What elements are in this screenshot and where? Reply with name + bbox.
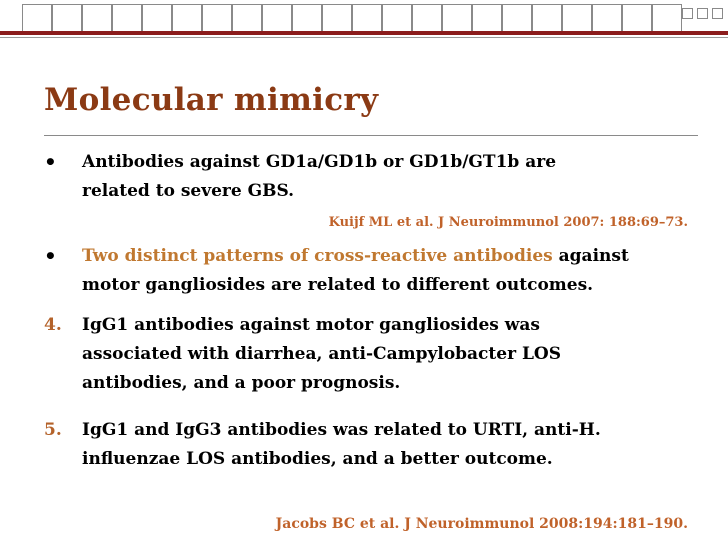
item-line: IgG1 antibodies against motor gangliosides was	[82, 315, 540, 335]
list-item	[44, 416, 704, 474]
citation: Jacobs BC et al. J Neuroimmunol 2008:194:181–190.	[275, 516, 688, 532]
item-line: related to severe GBS.	[82, 181, 295, 201]
highlighted-phrase: Two distinct patterns of cross-reactive antibodies	[82, 246, 553, 266]
slide-title: Molecular mimicry	[44, 82, 379, 118]
item-line: motor gangliosides are related to different outcomes.	[82, 275, 594, 295]
number-marker: 4.	[44, 315, 62, 335]
citation: Kuijf ML et al. J Neuroimmunol 2007: 188:69–73.	[328, 215, 688, 230]
item-line-rest: against	[552, 246, 629, 266]
list-item	[44, 242, 704, 300]
item-line: IgG1 and IgG3 antibodies was related to URTI, anti-H.	[82, 420, 601, 440]
item-line: antibodies, and a poor prognosis.	[82, 373, 401, 393]
list-item	[44, 148, 704, 206]
bullet-marker: •	[44, 150, 57, 174]
bullet-marker: •	[44, 244, 57, 268]
item-line	[82, 242, 704, 271]
list-item	[44, 311, 704, 398]
item-line: associated with diarrhea, anti-Campylobacter LOS	[82, 344, 561, 364]
item-line: Antibodies against GD1a/GD1b or GD1b/GT1b are	[82, 152, 557, 172]
item-line: influenzae LOS antibodies, and a better outcome.	[82, 449, 553, 469]
number-marker: 5.	[44, 420, 62, 440]
